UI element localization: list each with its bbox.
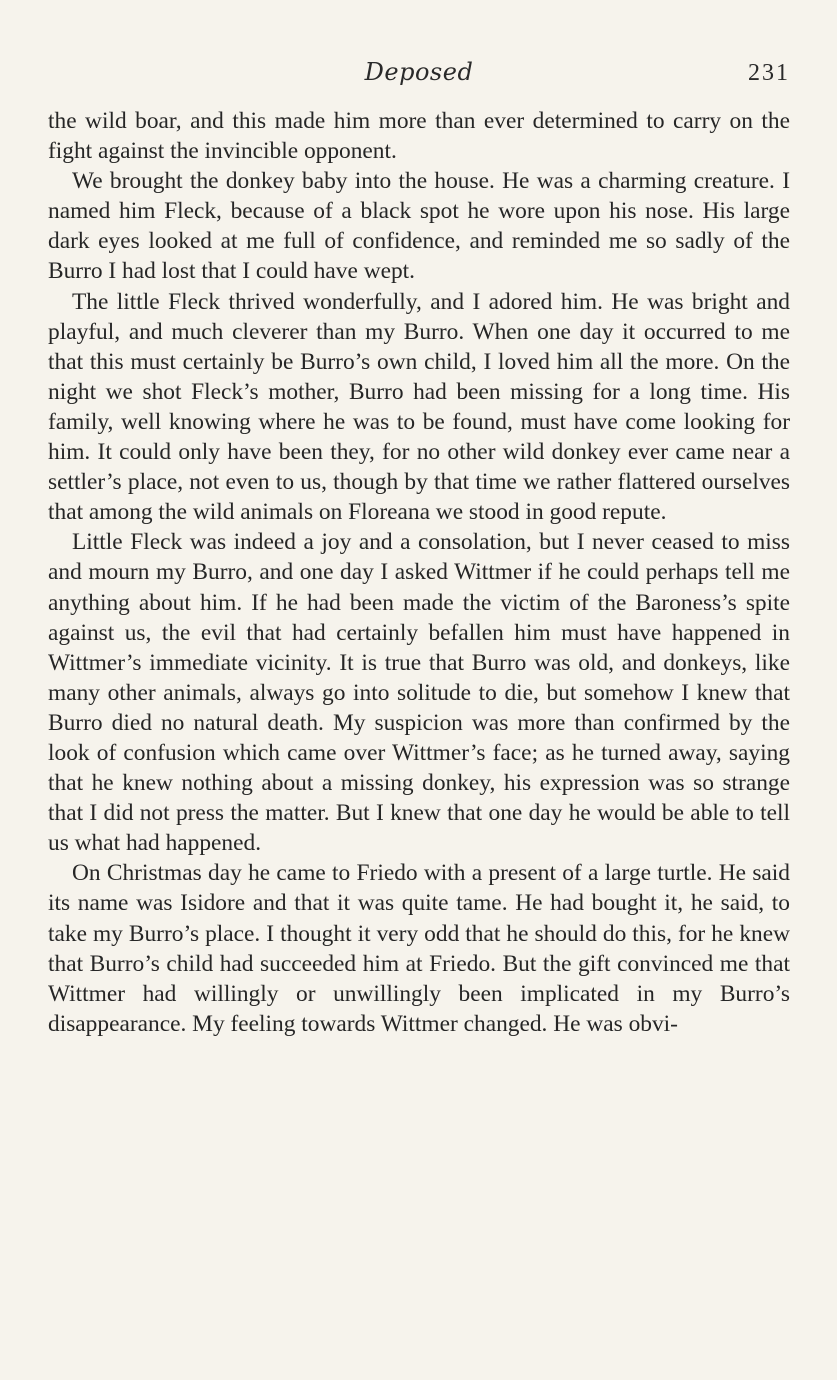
- running-title: Deposed: [364, 58, 474, 86]
- page-header: [48, 58, 790, 98]
- paragraph-fleck-thrived: The little Fleck thrived wonderfully, and I adored him. He was bright and playful, and much cleverer than my Burro. When one day it occurred to me that this must certainly be Burro’s own child, I loved him all the more. On the night we shot Fleck’s mother, Burro had been missing for a long time. His family, well knowing where he was to be found, must have come looking for him. It could only have been they, for no other wild donkey ever came near a settler’s place, not even to us, though by that time we rather flattered ourselves that among the wild animals on Floreana we stood in good repute.: [48, 288, 790, 526]
- paragraph-fleck-intro: We brought the donkey baby into the house. He was a charming creature. I named him Fleck, because of a black spot he wore upon his nose. His large dark eyes looked at me full of confidence, and reminded me so sadly of the Burro I had lost that I could have wept.: [48, 168, 790, 285]
- body-text: [48, 106, 790, 1039]
- paragraph-continuation: the wild boar, and this made him more than ever determined to carry on the fight against the invincible opponent.: [48, 108, 790, 165]
- page-number: 231: [748, 60, 790, 86]
- paragraph-wittmer-question: Little Fleck was indeed a joy and a consolation, but I never ceased to miss and mourn my Burro, and one day I asked Wittmer if he could perhaps tell me anything about him. If he had been made the victim of the Baroness’s spite against us, the evil that had certainly befallen him must have happened in Wittmer’s immediate vicinity. It is true that Burro was old, and donkeys, like many other animals, always go into solitude to die, but somehow I knew that Burro died no natural death. My suspicion was more than confirmed by the look of confusion which came over Wittmer’s face; as he turned away, saying that he knew nothing about a missing donkey, his expression was so strange that I did not press the matter. But I knew that one day he would be able to tell us what had happened.: [48, 529, 790, 857]
- paragraph-christmas-turtle: On Christmas day he came to Friedo with a present of a large turtle. He said its name was Isidore and that it was quite tame. He had bought it, he said, to take my Burro’s place. I thought it very odd that he should do this, for he knew that Burro’s child had succeeded him at Friedo. But the gift convinced me that Wittmer had willingly or unwillingly been implicated in my Burro’s disappearance. My feeling towards Wittmer changed. He was obvi-: [48, 860, 790, 1037]
